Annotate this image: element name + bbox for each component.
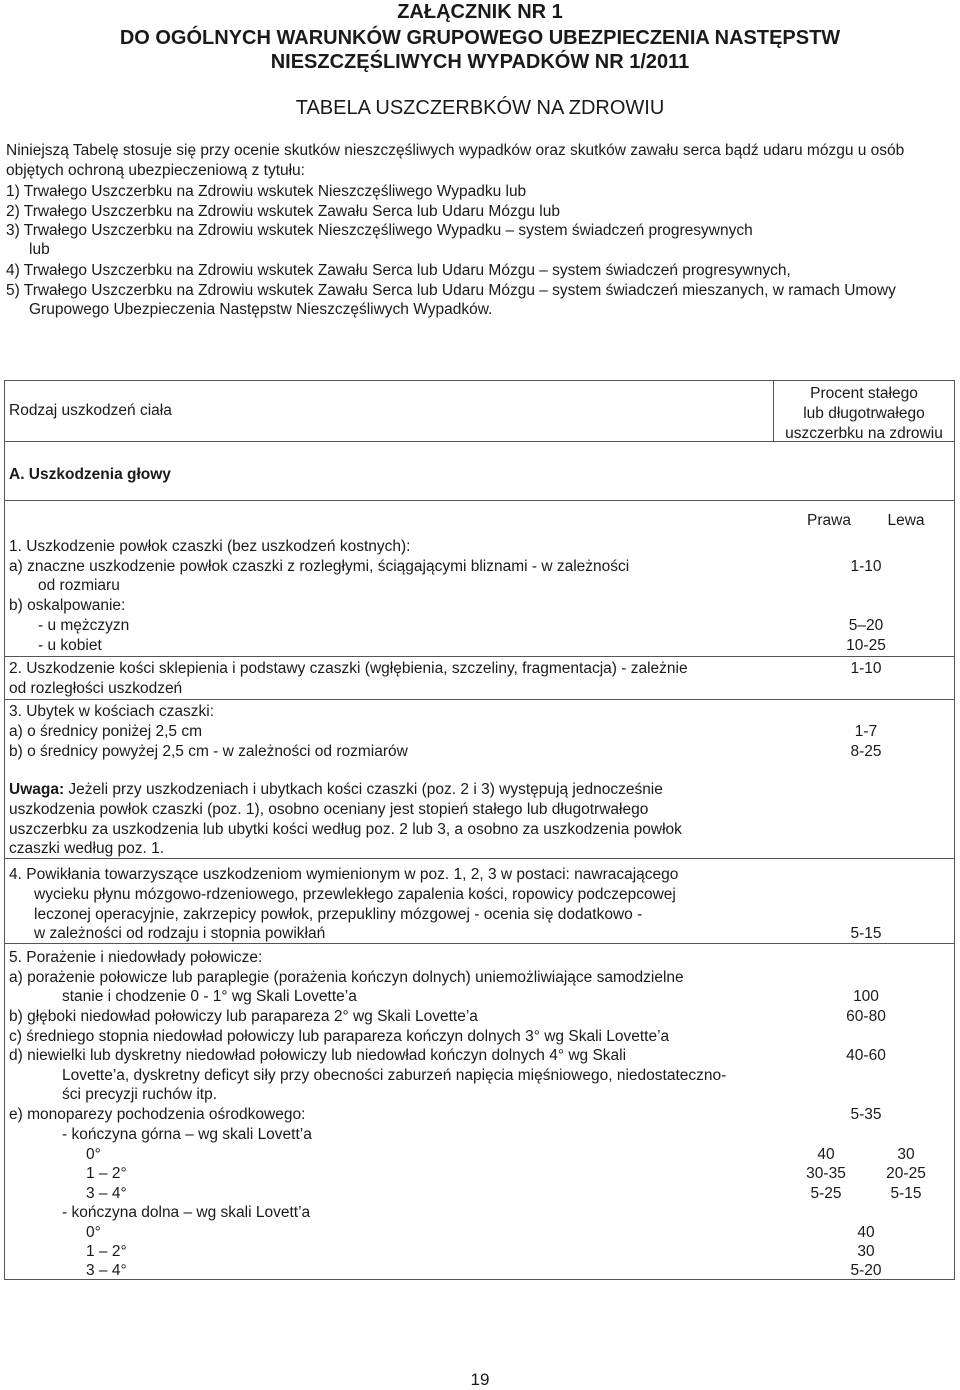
col-percent-header-2: lub długotrwałego [803,405,925,422]
row-3b-value: 8-25 [850,743,882,760]
sub-header-left: Lewa [887,512,925,529]
row-5-title: 5. Porażenie i niedowłady połowicze: [9,949,263,966]
row-4-line-1: 4. Powikłania towarzyszące uszkodzeniom wymienionym w poz. 1, 2, 3 w postaci: nawracającego [9,866,679,883]
note-line-1 [9,780,663,800]
row-1a-value: 1-10 [850,558,882,575]
row-1b: b) oskalpowanie: [9,597,126,614]
row-5e-upper-0-left: 30 [897,1146,915,1163]
row-1-bottom-line [4,656,955,657]
row-5e-upper-34-right: 5-25 [810,1185,842,1202]
page-number: 19 [470,1370,490,1389]
sub-header-right: Prawa [807,512,851,529]
row-3a-value: 1-7 [854,723,878,740]
col-percent-header-3: uszczerbku na zdrowiu [785,425,943,442]
intro-item-4: 4) Trwałego Uszczerbku na Zdrowiu wskutek Zawału Serca lub Udaru Mózgu – system świadczeń progresywnych, [6,262,791,279]
row-5e-lower-12-value: 30 [857,1243,875,1260]
note-line-2: uszkodzenia powłok czaszki (poz. 1), osobno oceniany jest stopień stałego lub długotrwałego [9,801,649,818]
row-2-bottom-line [4,699,955,700]
annex-title: ZAŁĄCZNIK NR 1 [397,1,563,23]
row-5d-cont-1: Lovette’a, dyskretny deficyt siły przy obecności zaburzeń napięcia mięśniowego, niedostateczno- [62,1067,727,1084]
row-5e-upper-0-right: 40 [817,1146,835,1163]
row-1-title: 1. Uszkodzenie powłok czaszki (bez uszkodzeń kostnych): [9,538,411,555]
note-bottom-line [4,858,955,859]
note-line-3: uszczerbku za uszkodzenia lub ubytki kości według poz. 2 lub 3, a osobno za uszkodzenia powłok [9,821,682,838]
row-5d-cont-2: ści precyzji ruchów itp. [62,1086,218,1103]
conditions-title-line1: DO OGÓLNYCH WARUNKÓW GRUPOWEGO UBEZPIECZENIA NASTĘPSTW [119,27,841,49]
row-5c: c) średniego stopnia niedowład połowiczy lub parapareza kończyn dolnych 3° wg Skali Lovette’a [9,1028,670,1045]
row-5d-value: 40-60 [846,1047,886,1064]
table-title: TABELA USZCZERBKÓW NA ZDROWIU [295,97,665,119]
row-5e-lower-limb: - kończyna dolna – wg skali Lovett’a [62,1204,311,1221]
row-4-bottom-line [4,943,955,944]
row-5a-cont: stanie i chodzenie 0 - 1° wg Skali Lovette’a [62,988,357,1005]
row-4-line-4: w zależności od rodzaju i stopnia powikłań [34,925,326,942]
row-5e-upper-34: 3 – 4° [86,1185,127,1202]
row-5e-upper-12-right: 30-35 [806,1165,846,1182]
row-5e: e) monoparezy pochodzenia ośrodkowego: [9,1106,306,1123]
row-5e-lower-0: 0° [86,1224,101,1241]
row-5e-upper-34-left: 5-15 [890,1185,922,1202]
row-5e-value: 5-35 [850,1106,882,1123]
row-5e-lower-12: 1 – 2° [86,1243,127,1260]
row-1a-cont: od rozmiaru [38,577,120,594]
intro-item-1: 1) Trwałego Uszczerbku na Zdrowiu wskutek Nieszczęśliwego Wypadku lub [6,183,527,200]
row-5a: a) porażenie połowicze lub paraplegie (porażenia kończyn dolnych) uniemożliwiające samodzielne [9,969,684,986]
row-5b-value: 60-80 [846,1008,886,1025]
row-5e-lower-34: 3 – 4° [86,1262,127,1279]
row-1b-men: - u mężczyzn [38,617,130,634]
row-2-value: 1-10 [850,660,882,677]
row-5e-upper-0: 0° [86,1146,101,1163]
row-2: 2. Uszkodzenie kości sklepienia i podstawy czaszki (wgłębienia, szczeliny, fragmentacja) - zależnie [9,660,688,677]
row-1b-women: - u kobiet [38,637,102,654]
intro-item-3: 3) Trwałego Uszczerbku na Zdrowiu wskutek Nieszczęśliwego Wypadku – system świadczeń progresywnych [6,222,753,239]
col-percent-header-1: Procent stałego [810,385,918,402]
intro-item-2: 2) Trwałego Uszczerbku na Zdrowiu wskutek Zawału Serca lub Udaru Mózgu lub [6,203,560,220]
row-3a: a) o średnicy poniżej 2,5 cm [9,723,202,740]
row-5b: b) głęboki niedowład połowiczy lub parapareza 2° wg Skali Lovette’a [9,1008,478,1025]
intro-paragraph: Niniejszą Tabelę stosuje się przy ocenie skutków nieszczęśliwych wypadków oraz skutków zawału serca bądź udaru mózgu u osób objętych ochroną ubezpieczeniową z tytułu: [6,142,905,179]
note-label: Uwaga: [9,781,65,798]
row-1b-women-value: 10-25 [846,637,886,654]
row-3-title: 3. Ubytek w kościach czaszki: [9,703,215,720]
row-4-line-2: wycieku płynu mózgowo-rdzeniowego, przewlekłego zapalenia kości, ropowicy podczepcowej [34,886,676,903]
row-5e-upper-12-left: 20-25 [886,1165,926,1182]
row-1b-men-value: 5–20 [848,617,884,634]
row-2-cont: od rozległości uszkodzeń [9,680,183,697]
row-4-line-3: leczonej operacyjnie, zakrzepicy powłok, przepukliny mózgowej - ocenia się dodatkowo - [34,906,643,923]
section-a-title: A. Uszkodzenia głowy [9,466,171,483]
row-5e-upper-12: 1 – 2° [86,1165,127,1182]
conditions-title-line2: NIESZCZĘŚLIWYCH WYPADKÓW NR 1/2011 [270,51,690,73]
intro-item-5-cont: Grupowego Ubezpieczenia Następstw Nieszczęśliwych Wypadków. [29,301,493,318]
row-1a: a) znaczne uszkodzenie powłok czaszki z rozległymi, ściągającymi bliznami - w zależności [9,558,630,575]
note-line-4: czaszki według poz. 1. [9,840,165,857]
row-4-value: 5-15 [850,925,882,942]
intro-item-5: 5) Trwałego Uszczerbku na Zdrowiu wskutek Zawału Serca lub Udaru Mózgu – system świadczeń mieszanych, w ramach Umowy [6,282,896,299]
intro-or: lub [29,241,50,258]
row-5e-lower-0-value: 40 [857,1224,875,1241]
row-5d: d) niewielki lub dyskretny niedowład połowiczy lub niedowład kończyn dolnych 4° wg Skali [9,1047,627,1064]
row-5e-upper-limb: - kończyna górna – wg skali Lovett’a [62,1126,312,1143]
row-3b: b) o średnicy powyżej 2,5 cm - w zależności od rozmiarów [9,743,408,760]
section-a-bottom-line [4,500,955,501]
note-text-1: Jeżeli przy uszkodzeniach i ubytkach kości czaszki (poz. 2 i 3) występują jednocześnie [64,781,663,798]
row-5e-lower-34-value: 5-20 [850,1262,882,1279]
row-5a-value: 100 [853,988,879,1005]
col-injury-type-header: Rodzaj uszkodzeń ciała [9,402,172,419]
